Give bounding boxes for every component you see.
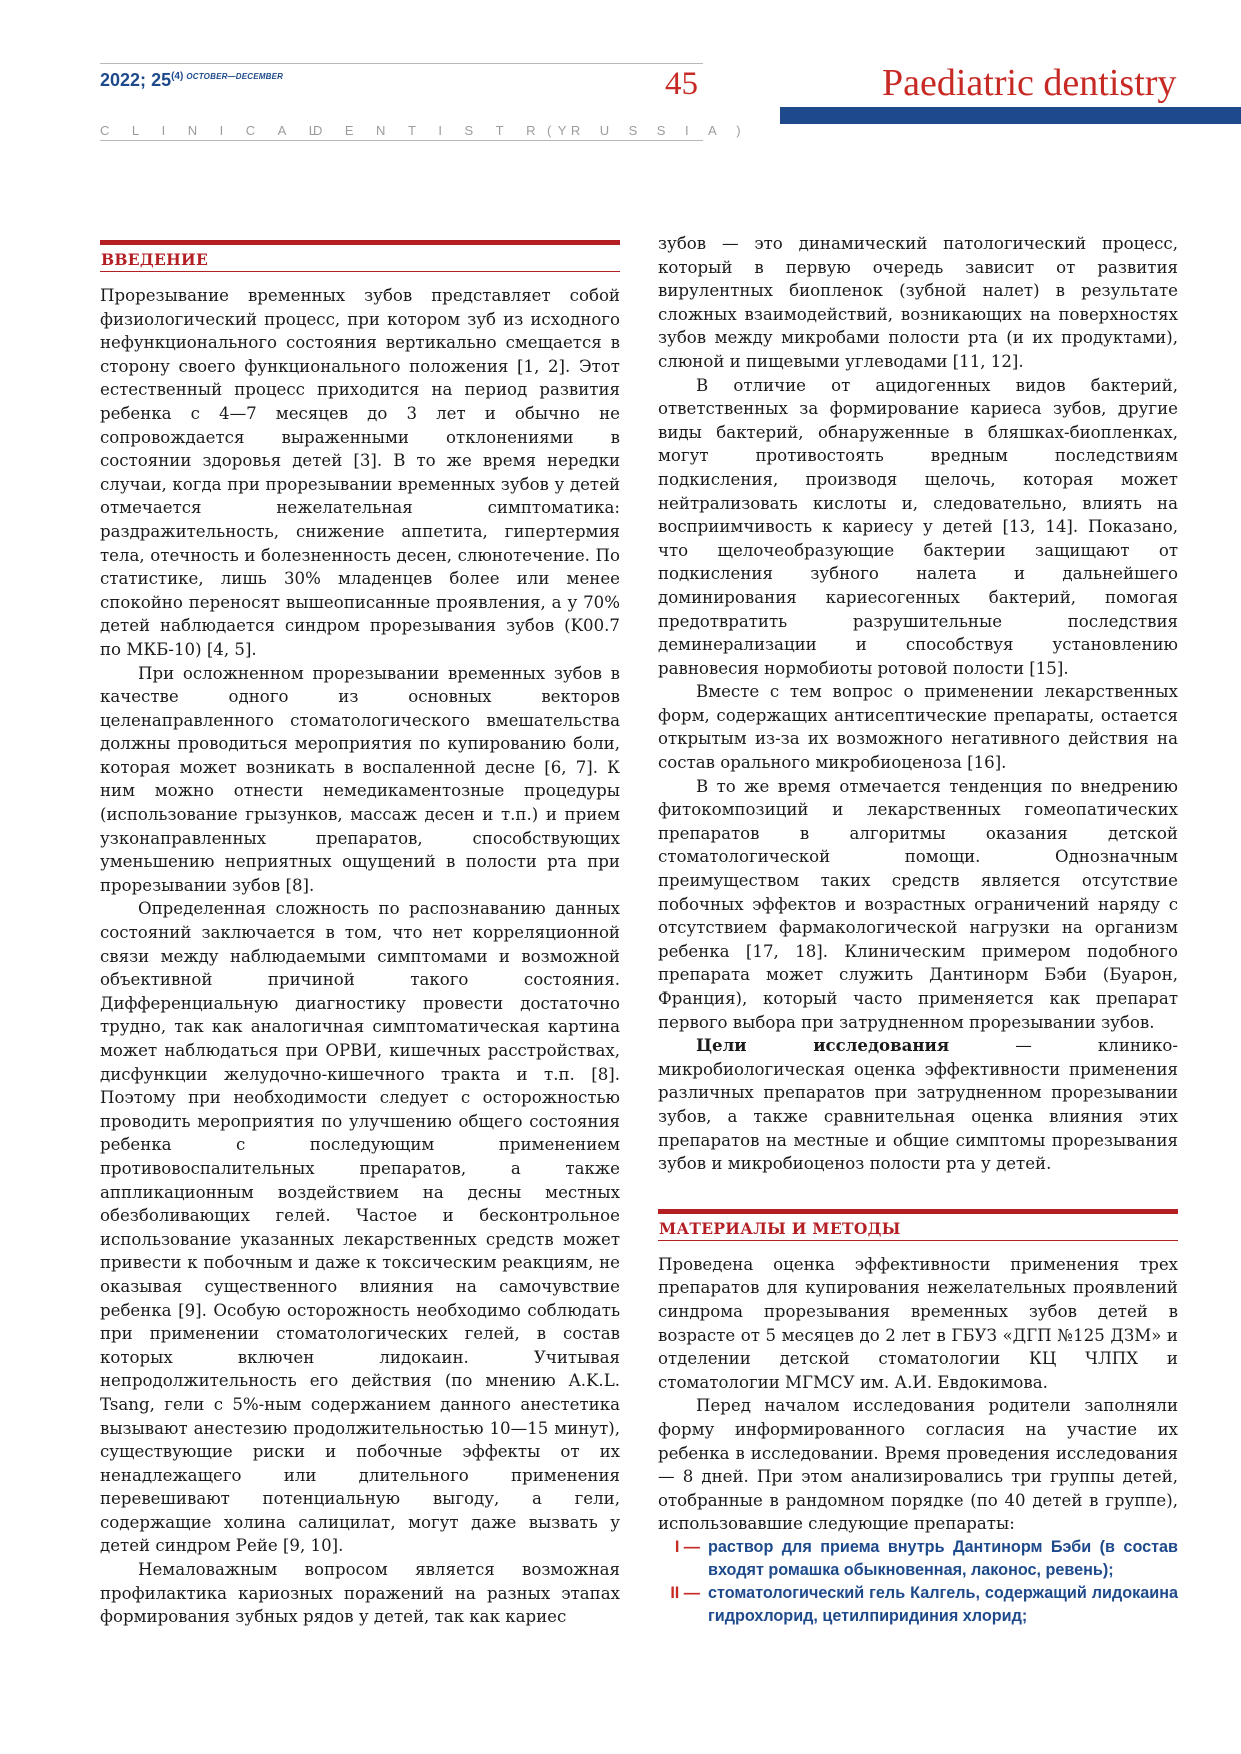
group-item	[658, 1536, 1178, 1582]
group-item	[658, 1582, 1178, 1628]
intro-paragraph: При осложненном прорезывании временных зубов в качестве одного из основных векторов целенаправленного стоматологического вмешательства должны проводиться мероприятия по купированию боли, которая может возникать в воспаленной десне [6, 7]. К ним можно отнести немедикаментозные процедуры (использование грызунков, массаж десен и т.п.) и прием узконаправленных препаратов, способствующих уменьшению неприятных ощущений в полости рта при прорезывании зубов [8].	[100, 663, 620, 895]
journal-word: (RUSSIA)	[547, 123, 761, 138]
introduction-heading-block	[100, 233, 620, 272]
methods-heading-block	[658, 1202, 1178, 1241]
group-number: II —	[670, 1584, 700, 1603]
intro-paragraph: зубов — это динамический патологический процесс, который в первую очередь зависит от развития вирулентных биопленок (зубной налет) в результате сложных взаимодействий, возникающих на поверхностях зубов между микробами полости рта (и их продуктами), слюной и пищевыми углеводами [11, 12].	[658, 234, 1178, 371]
methods-paragraph: Проведена оценка эффективности применения трех препаратов для купирования нежелательных проявлений синдрома прорезывания временных зубов детей в возрасте от 5 месяцев до 2 лет в ГБУЗ «ДГП №125 ДЗМ» и отделении детской стоматологии КЦ ЧЛПХ и стоматологии МГМСУ им. А.И. Евдокимова.	[658, 1254, 1178, 1392]
intro-paragraph: Вместе с тем вопрос о применении лекарственных форм, содержащих антисептические препараты, остается открытым из-за их возможного негативного действия на состав орального микробиоценоза [16].	[658, 682, 1178, 773]
group-text: раствор для приема внутрь Дантинорм Бэби (в состав входят ромашка обыкновенная, лаконос, ревень);	[708, 1537, 1178, 1580]
issue-date	[100, 70, 283, 91]
methods-paragraph: Перед началом исследования родители заполняли форму информированного согласия на участие их ребенка в исследовании. Время проведения исследования — 8 дней. При этом анализировались три группы детей, отобранные в рандомном порядке (по 40 детей в группе), использовавшие следующие препараты:	[658, 1396, 1178, 1534]
aims-text: — клинико-микробиологическая оценка эффективности применения различных препаратов при затрудненном прорезывании зубов, а также сравнительная оценка влияния этих препаратов на местные и общие симптомы прорезывания зубов и микробиоценоз полости рта у детей.	[658, 1036, 1178, 1174]
intro-paragraph: Определенная сложность по распознаванию данных состояний заключается в том, что нет корреляционной связи между наблюдаемыми симптомами и возможной объективной причиной такого состояния. Дифференциальную диагностику провести достаточно трудно, так как аналогичная симптоматическая картина может наблюдаться при ОРВИ, кишечных расстройствах, дисфункции желудочно-кишечного тракта и т.п. [8]. Поэтому при необходимости следует с осторожностью проводить мероприятия по улучшению общего состояния ребенка с последующим применением противовоспалительных препаратов, а также аппликационным воздействием на десны местных обезболивающих гелей. Частое и бесконтрольное использование указанных лекарственных средств может привести к побочным и даже к токсическим реакциям, не оказывая существенного влияния на самочувствие ребенка [9]. Особую осторожность необходимо соблюдать при применении стоматологических гелей, в состав которых включен лидокаин. Учитывая непродолжительность его действия (по мнению A.K.L. Tsang, гели с 5%-ным содержанием данного анестетика вызывают анестезию продолжительностью 10—15 минут), существующие риски и побочные эффекты от их ненадлежащего или длительного применения перевешивают потенциальную выгоду, а гели, содержащие холина салицилат, могут даже вызвать у детей синдром Рейе [9, 10].	[100, 899, 620, 1556]
volume: 25	[151, 70, 172, 90]
issue-period: OCTOBER—DECEMBER	[186, 72, 284, 81]
page-number: 45	[665, 66, 698, 102]
section-title: Paediatric dentistry	[882, 62, 1177, 104]
left-column	[100, 233, 620, 1629]
issue-number: (4)	[171, 71, 184, 82]
group-number: I —	[674, 1537, 700, 1556]
group-text: стоматологический гель Калгель, содержащий лидокаина гидрохлорид, цетилпиридиния хлорид;	[708, 1584, 1178, 1626]
right-column	[658, 232, 1178, 1629]
year: 2022;	[100, 70, 147, 90]
methods-heading: МАТЕРИАЛЫ И МЕТОДЫ	[658, 1214, 1178, 1241]
intro-paragraph: Немаловажным вопросом является возможная профилактика кариозных поражений на разных этапах формирования зубных рядов у детей, так как кариес	[100, 1560, 620, 1627]
aims-paragraph	[658, 1034, 1178, 1176]
header-top-rule	[100, 63, 703, 64]
journal-word: CLINICAL	[100, 123, 339, 138]
intro-paragraph: В отличие от ацидогенных видов бактерий, ответственных за формирование кариеса зубов, другие виды бактерий, обнаруженные в бляшках-биопленках, могут противостоять вредным последствиям подкисления, производя щелочь, которая может нейтрализовать кислоты и, следовательно, влиять на восприимчивость к кариесу у детей [13, 14]. Показано, что щелочеобразующие бактерии защищают от подкисления зубного налета и дальнейшего доминирования кариесогенных бактерий, помогая предотвратить разрушительные последствия деминерализации и способствуя установлению равновесия нормобиоты ротовой полости [15].	[658, 375, 1178, 678]
groups-list	[658, 1536, 1178, 1629]
journal-word: DENTISTRY	[313, 123, 589, 138]
aims-label: Цели исследования	[696, 1035, 950, 1056]
section-bar	[780, 107, 1241, 124]
header-bottom-rule	[100, 140, 703, 141]
introduction-heading: ВВЕДЕНИЕ	[100, 245, 620, 272]
intro-paragraph: В то же время отмечается тенденция по внедрению фитокомпозиций и лекарственных гомеопатических препаратов в алгоритмы оказания детской стоматологической помощи. Однозначным преимуществом таких средств является отсутствие побочных эффектов и возрастных ограничений наряду с отсутствием фармакологической нагрузки на организм ребенка [17, 18]. Клиническим примером подобного препарата может служить Дантинорм Бэби (Буарон, Франция), который часто применяется как препарат первого выбора при затрудненном прорезывании зубов.	[658, 776, 1178, 1032]
intro-paragraph: Прорезывание временных зубов представляет собой физиологический процесс, при котором зуб из исходного нефункционального состояния вертикально смещается в сторону своего функционального положения [1, 2]. Этот естественный процесс приходится на период развития ребенка с 4—7 месяцев до 3 лет и обычно не сопровождается выраженными отклонениями в состоянии здоровья детей [3]. В то же время нередки случаи, когда при прорезывании временных зубов у детей отмечается нежелательная симптоматика: раздражительность, снижение аппетита, гипертермия тела, отечность и болезненность десен, слюнотечение. По статистике, лишь 30% младенцев более или менее спокойно переносят вышеописанные проявления, а у 70% детей наблюдается синдром прорезывания зубов (K00.7 по МКБ-10) [4, 5].	[100, 286, 620, 659]
